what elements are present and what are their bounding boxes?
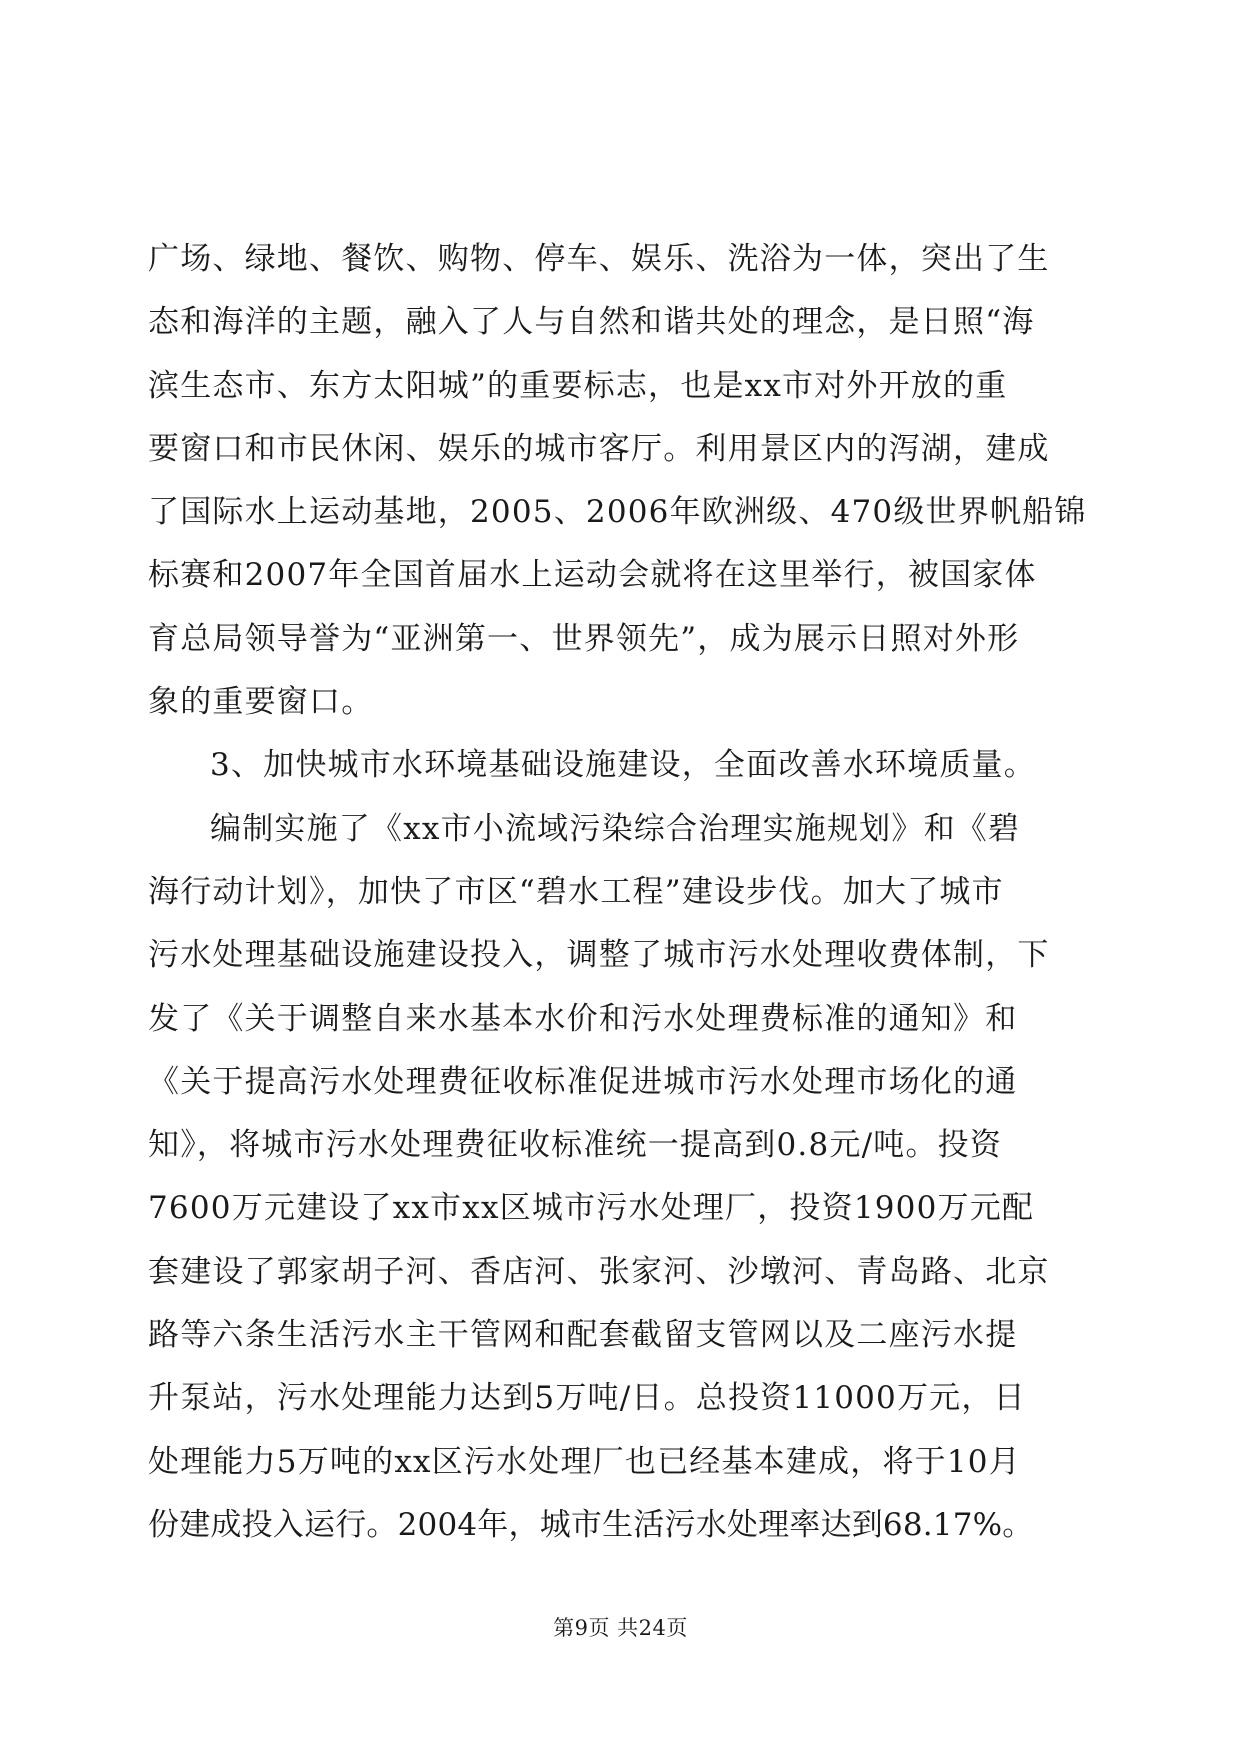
text-line: 知》，将城市污水处理费征收标准统一提高到0.8元/吨。投资 — [148, 1127, 1003, 1164]
text-line: 发了《关于调整自来水基本水价和污水处理费标准的通知》和 — [148, 1000, 1018, 1037]
body-text — [148, 228, 1087, 1557]
text-line: 标赛和2007年全国首届水上运动会就将在这里举行，被国家体 — [148, 557, 1037, 594]
text-line: 7600万元建设了xx市xx区城市污水处理厂，投资1900万元配 — [148, 1190, 1035, 1227]
text-line: 处理能力5万吨的xx区污水处理厂也已经基本建成，将于10月 — [148, 1443, 1021, 1480]
text-line: 海行动计划》，加快了市区“碧水工程”建设步伐。加大了城市 — [148, 873, 1004, 910]
paragraph-start-line: 编制实施了《xx市小流域污染综合治理实施规划》和《碧 — [210, 810, 1021, 847]
text-line: 路等六条生活污水主干管网和配套截留支管网以及二座污水提 — [148, 1317, 1018, 1354]
text-line: 《关于提高污水处理费征收标准促进城市污水处理市场化的通 — [148, 1063, 1018, 1100]
text-line: 了国际水上运动基地，2005、2006年欧洲级、470级世界帆船锦 — [148, 494, 1087, 531]
text-line: 要窗口和市民休闲、娱乐的城市客厅。利用景区内的泻湖，建成 — [148, 430, 1050, 467]
text-line: 滨生态市、东方太阳城”的重要标志，也是xx市对外开放的重 — [148, 367, 1008, 404]
section-heading: 3、加快城市水环境基础设施建设，全面改善水环境质量。 — [210, 747, 1036, 784]
page-number-footer: 第9页 共24页 — [553, 1616, 688, 1640]
text-line: 套建设了郭家胡子河、香店河、张家河、沙墩河、青岛路、北京 — [148, 1253, 1050, 1290]
text-line: 份建成投入运行。2004年，城市生活污水处理率达到68.17%。 — [148, 1506, 1034, 1543]
text-line: 升泵站，污水处理能力达到5万吨/日。总投资11000万元，日 — [148, 1380, 1026, 1417]
text-line: 广场、绿地、餐饮、购物、停车、娱乐、洗浴为一体，突出了生 — [148, 241, 1050, 277]
text-line: 育总局领导誉为“亚洲第一、世界领先”，成为展示日照对外形 — [148, 620, 1020, 657]
text-line: 污水处理基础设施建设投入，调整了城市污水处理收费体制，下 — [148, 937, 1050, 974]
text-line: 态和海洋的主题，融入了人与自然和谐共处的理念，是日照“海 — [148, 304, 1035, 341]
text-line: 象的重要窗口。 — [148, 684, 374, 721]
